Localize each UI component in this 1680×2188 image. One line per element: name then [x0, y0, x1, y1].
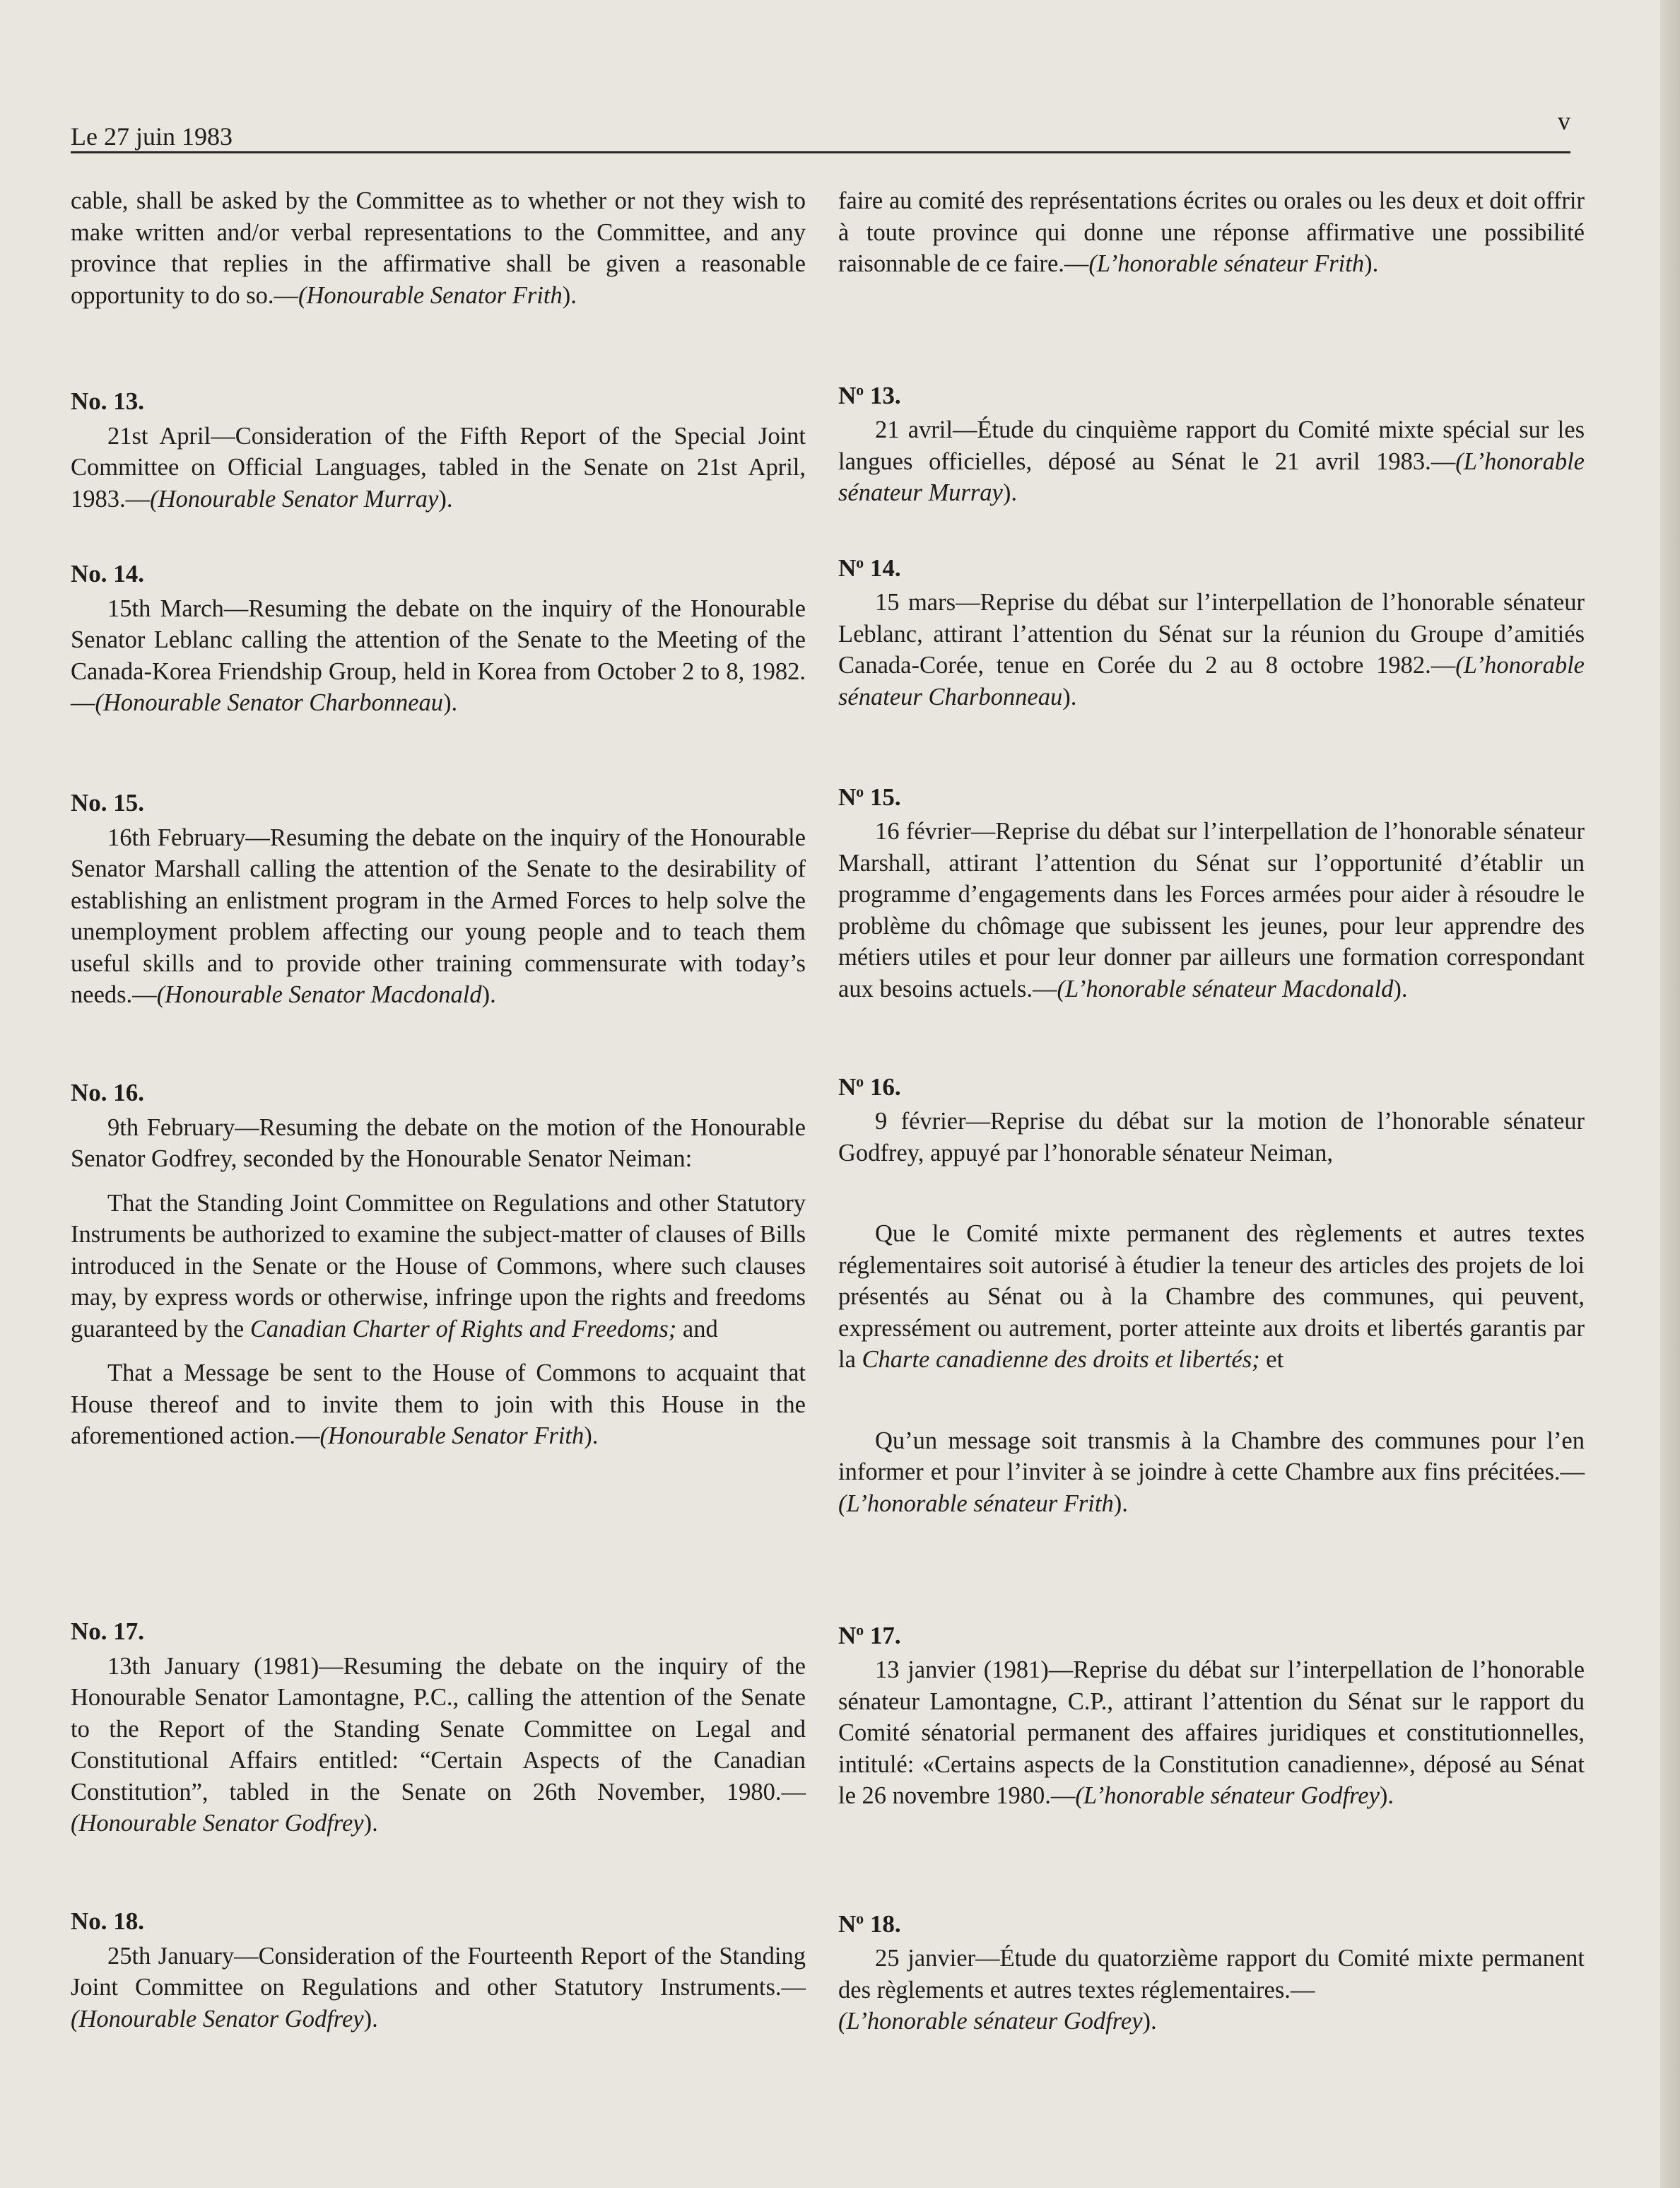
fr-heading-16: $N^o$ 16. — [838, 1072, 901, 1101]
header-date: Le 27 juin 1983 — [71, 122, 233, 151]
en-item-14: No. 14. 15th March—Resuming the debate on the inquiry of the Honourable Senator Leblanc calling the attention of the Senate to the Meeting of the Canada-Korea Friendship Group, held in Korea from October 2 to 8, 1982.—(Honourable Senator Charbonneau). — [71, 560, 806, 716]
en-heading-17: No. 17. — [71, 1617, 145, 1645]
fr-item-14: $N^o$ 14. 15 mars—Reprise du débat sur l’interpellation de l’honorable sénateur Leblanc, attirant l’attention du Sénat sur la réunion du Groupe d’amitiés Canada-Corée, tenue en Corée du 2 au 8 octobre 1982.—(L’honorable sénateur Charbonneau). — [838, 547, 1585, 713]
page-edge — [1660, 0, 1680, 2188]
en-heading-13: No. 13. — [71, 387, 145, 415]
fr-heading-17: $N^o$ 17. — [838, 1621, 901, 1649]
page-number: v — [1558, 107, 1570, 135]
fr-item-17: $N^o$ 17. 13 janvier (1981)—Reprise du débat sur l’interpellation de l’honorable sénateur Lamontagne, C.P., attirant l’attention du Sénat sur le rapport du Comité sénatorial permanent des affaires juridiques et constitutionnelles, intitulé: «Certains aspects de la Constitution canadienne», déposé au Sénat le 26 novembre 1980.—(L’honorable sénateur Godfrey). — [838, 1615, 1585, 1812]
en-heading-14: No. 14. — [71, 560, 145, 587]
fr-heading-13: $N^o$ 13. — [838, 381, 901, 409]
fr-heading-15: $N^o$ 15. — [838, 783, 901, 811]
page-header — [71, 107, 1570, 156]
en-heading-15: No. 15. — [71, 789, 145, 817]
en-item-17: No. 17. 13th January (1981)—Resuming the debate on the inquiry of the Honourable Senator Lamontagne, P.C., calling the attention of the Senate to the Report of the Standing Senate Committee on Legal and Constitutional Affairs entitled: “Certain Aspects of the Canadian Constitution”, tabled in the Senate on 26th November, 1980.—(Honourable Senator Godfrey). — [71, 1617, 806, 1837]
fr-item-18: $N^o$ 18. 25 janvier—Étude du quatorzième rapport du Comité mixte permanent des règlements et autres textes réglementaires.— (L’honorable sénateur Godfrey). — [838, 1903, 1585, 2037]
fr-intro: faire au comité des représentations écrites ou orales ou les deux et doit offrir à toute province qui donne une réponse affirmative une possibilité raisonnable de ce faire.—(L’honorable sénateur Frith). — [838, 187, 1585, 277]
en-intro: cable, shall be asked by the Committee as to whether or not they wish to make written and/or verbal representations to the Committee, and any province that replies in the affirmative shall be given a reasonable opportunity to do so.—(Honourable Senator Frith). — [71, 187, 806, 309]
en-item-18: No. 18. 25th January—Consideration of the Fourteenth Report of the Standing Joint Committee on Regulations and other Statutory Instruments.—(Honourable Senator Godfrey). — [71, 1907, 806, 2032]
en-heading-16: No. 16. — [71, 1079, 145, 1106]
en-item-15: No. 15. 16th February—Resuming the debate on the inquiry of the Honourable Senator Marshall calling the attention of the Senate to the desirability of establishing an enlistment program in the Armed Forces to help solve the unemployment problem affecting our young people and to teach them useful skills and to provide other training commensurate with today’s needs.—(Honourable Senator Macdonald). — [71, 789, 806, 1008]
fr-heading-18: $N^o$ 18. — [838, 1909, 901, 1938]
header-rule — [71, 151, 1570, 153]
en-heading-18: No. 18. — [71, 1907, 145, 1935]
en-item-13: No. 13. 21st April—Consideration of the Fifth Report of the Special Joint Committee on Official Languages, tabled in the Senate on 21st April, 1983.—(Honourable Senator Murray). — [71, 387, 806, 513]
fr-heading-14: $N^o$ 14. — [838, 554, 901, 582]
fr-item-15: $N^o$ 15. 16 février—Reprise du débat sur l’interpellation de l’honorable sénateur Marshall, attirant l’attention du Sénat sur l’opportunité d’établir un programme d’engagements dans les Forces armées pour aider à résoudre le problème du chômage que subissent les jeunes, pour leur apprendre des métiers utiles et pour leur donner par ailleurs une formation correspondant aux besoins actuels.—(L’honorable sénateur Macdonald). — [838, 776, 1585, 1005]
en-item-16: No. 16. 9th February—Resuming the debate on the motion of the Honourable Senator Godfrey, seconded by the Honourable Senator Neiman: That the Standing Joint Committee on Regulations and other Statutory Instruments be authorized to examine the subject-matter of clauses of Bills introduced in the Senate or the House of Commons, where such clauses may, by express words or otherwise, infringe upon the rights and freedoms guaranteed by the Canadian Charter of Rights and Freedoms; and That a Message be sent to the House of Commons to acquaint that House thereof and to invite them to join with this House in the aforementioned action.—(Honourable Senator Frith). — [71, 1079, 806, 1449]
fr-item-16: $N^o$ 16. 9 février—Reprise du débat sur la motion de l’honorable sénateur Godfrey, appuyé par l’honorable sénateur Neiman, Que le Comité mixte permanent des règlements et autres textes réglementaires soit autorisé à étudier la teneur des articles des projets de loi présentés au Sénat ou à la Chambre des communes, qui peuvent, expressément ou autrement, porter atteinte aux droits et libertés garantis par la Charte canadienne des droits et libertés; et Qu’un message soit transmis à la Chambre des communes pour l’en informer et pour l’inviter à se joindre à cette Chambre aux fins précitées.—(L’honorable sénateur Frith). — [838, 1066, 1585, 1519]
fr-item-13: $N^o$ 13. 21 avril—Étude du cinquième rapport du Comité mixte spécial sur les langues officielles, déposé au Sénat le 21 avril 1983.—(L’honorable sénateur Murray). — [838, 375, 1585, 509]
